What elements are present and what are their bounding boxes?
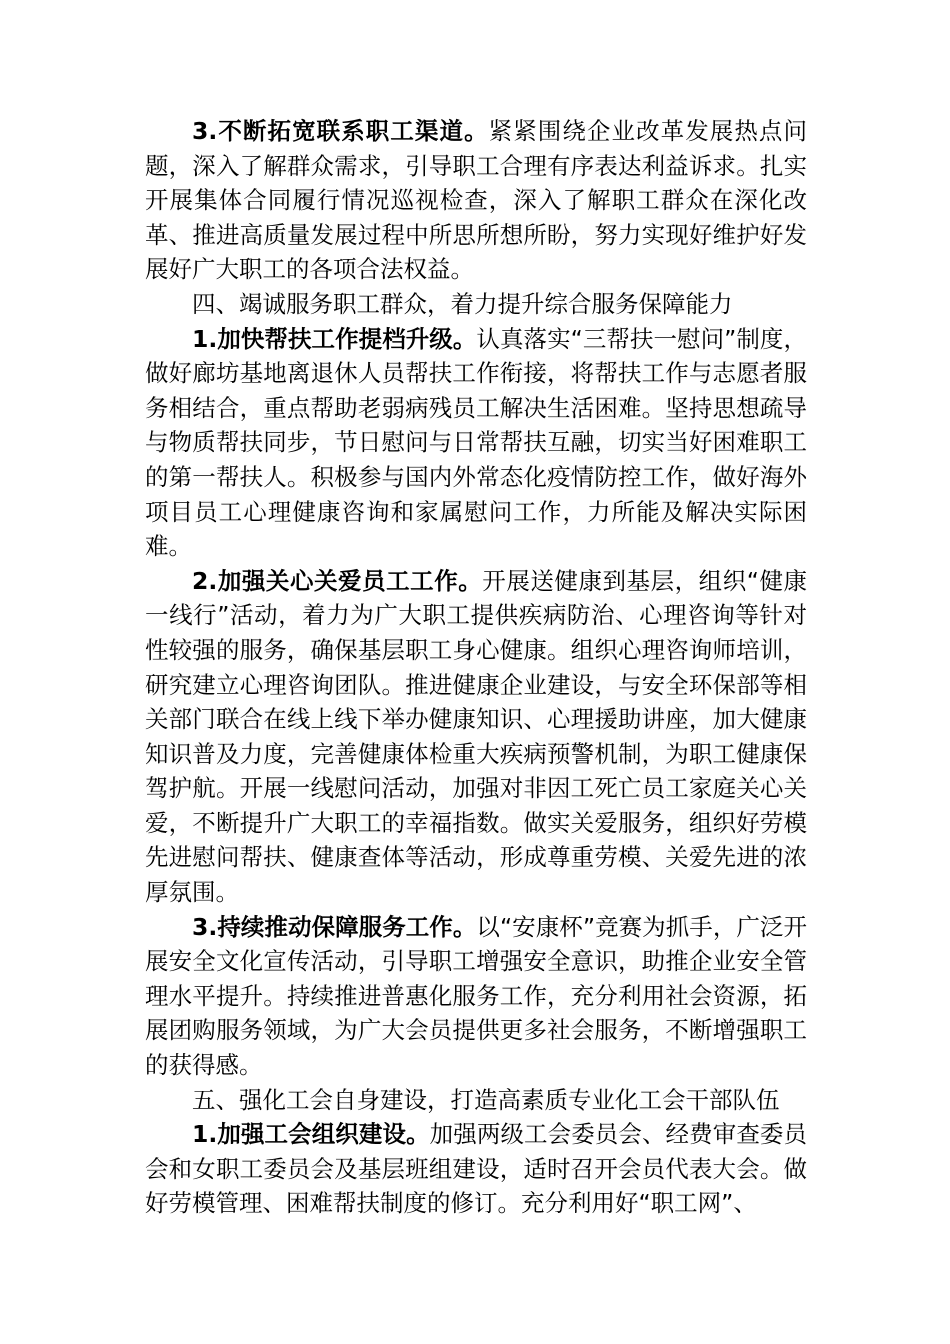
paragraph-lead: 1.加强工会组织建设。	[192, 1120, 430, 1149]
paragraph-body: 紧紧围绕企业改革发展热点问题，深入了解群众需求，引导职工合理有序表达利益诉求。扎实开展集体合同履行情况巡视检查，深入了解职工群众在深化改革、推进高质量发展过程中所思所想所盼，努力实现好维护好发展好广大职工的各项合法权益。	[145, 117, 807, 284]
paragraph-body: 开展送健康到基层，组织“健康一线行”活动，着力为广大职工提供疾病防治、心理咨询等针对性较强的服务，确保基层职工身心健康。组织心理咨询师培训，研究建立心理咨询团队。推进健康企业建设，与安全环保部等相关部门联合在线上线下举办健康知识、心理援助讲座，加大健康知识普及力度，完善健康体检重大疾病预警机制，为职工健康保驾护航。开展一线慰问活动，加强对非因工死亡员工家庭关心关爱，不断提升广大职工的幸福指数。做实关爱服务，组织好劳模先进慰问帮扶、健康查体等活动，形成尊重劳模、关爱先进的浓厚氛围。	[145, 566, 807, 907]
paragraph-lead: 2.加强关心关爱员工工作。	[192, 566, 483, 595]
paragraph-lead: 1.加快帮扶工作提档升级。	[192, 324, 477, 353]
paragraph-organization	[145, 1117, 807, 1221]
paragraph-lead: 3.持续推动保障服务工作。	[192, 912, 477, 941]
paragraph-body: 以“安康杯”竞赛为抓手，广泛开展安全文化宣传活动，引导职工增强安全意识，助推企业安全管理水平提升。持续推进普惠化服务工作，充分利用社会资源，拓展团购服务领域，为广大会员提供更多社会服务，不断增强职工的获得感。	[145, 912, 807, 1080]
paragraph-channels	[145, 114, 807, 287]
section-heading-text: 四、竭诚服务职工群众，着力提升综合服务保障能力	[192, 289, 733, 318]
section-heading-text: 五、强化工会自身建设，打造高素质专业化工会干部队伍	[192, 1085, 780, 1114]
paragraph-lead: 3.不断拓宽联系职工渠道。	[192, 117, 489, 145]
paragraph-body: 认真落实“三帮扶一慰问”制度，做好廊坊基地离退休人员帮扶工作衔接，将帮扶工作与志愿者服务相结合，重点帮助老弱病残员工解决生活困难。坚持思想疏导与物质帮扶同步，节日慰问与日常帮扶互融，切实当好困难职工的第一帮扶人。积极参与国内外常态化疫情防控工作，做好海外项目员工心理健康咨询和家属慰问工作，力所能及解决实际困难。	[145, 324, 807, 561]
paragraph-service	[145, 910, 807, 1083]
paragraph-body: 加强两级工会委员会、经费审查委员会和女职工委员会及基层班组建设，适时召开会员代表大会。做好劳模管理、困难帮扶制度的修订。充分利用好“职工网”、	[145, 1120, 808, 1218]
paragraph-care	[145, 564, 807, 910]
section-heading-five	[145, 1083, 807, 1118]
paragraph-assistance	[145, 322, 807, 564]
section-heading-four	[145, 287, 807, 322]
document-page	[145, 114, 807, 1221]
